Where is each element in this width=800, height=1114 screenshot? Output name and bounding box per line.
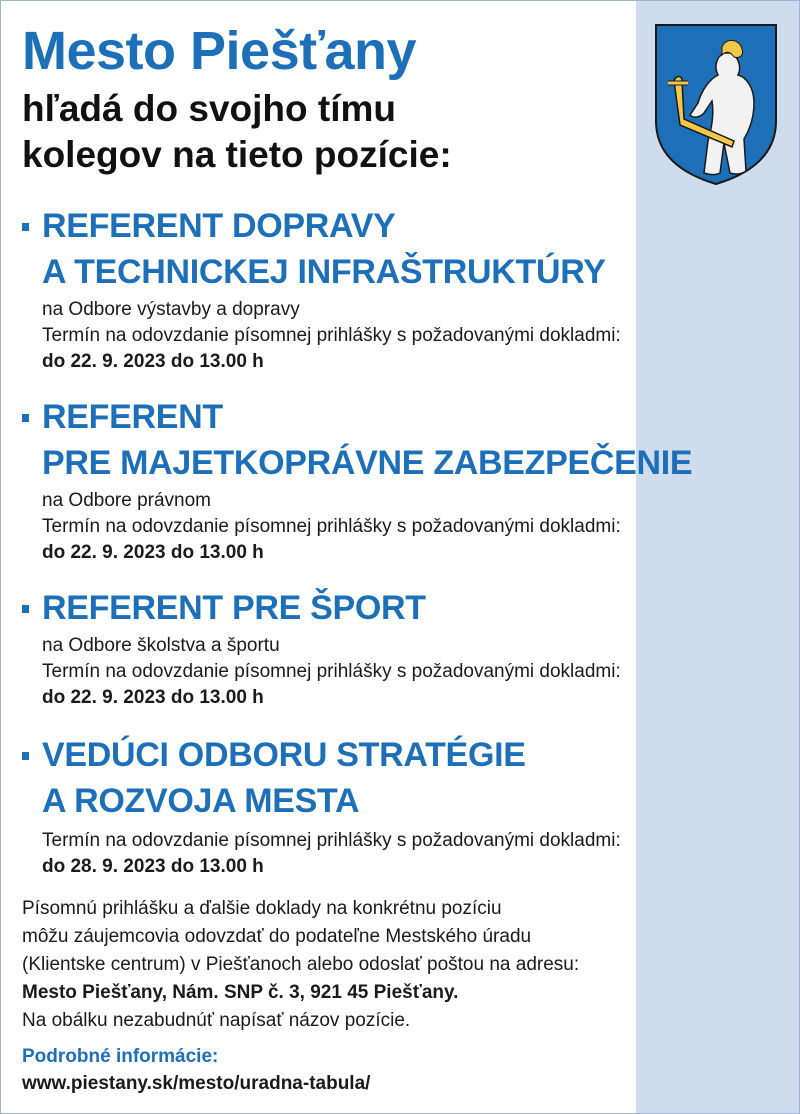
- position-block: [22, 732, 792, 880]
- position-block: [22, 394, 792, 566]
- bullet-marker: [22, 605, 29, 613]
- position-department: na Odbore právnom: [42, 490, 211, 511]
- bullet-marker: [22, 414, 29, 422]
- deadline-date: do 28. 9. 2023 do 13.00 h: [42, 856, 264, 877]
- page-subtitle: hľadá do svojho tímu kolegov na tieto pozície:: [22, 88, 452, 175]
- deadline-text: Termín na odovzdanie písomnej prihlášky s požadovanými dokladmi:: [42, 830, 621, 851]
- coat-of-arms-icon: [654, 23, 778, 186]
- deadline-text: Termín na odovzdanie písomnej prihlášky s požadovanými dokladmi:: [42, 516, 621, 537]
- info-url-link[interactable]: www.piestany.sk/mesto/uradna-tabula/: [22, 1073, 371, 1094]
- position-title: REFERENT PRE MAJETKOPRÁVNE ZABEZPEČENIE: [22, 394, 792, 486]
- more-info-label: Podrobné informácie:: [22, 1046, 219, 1067]
- position-block: [22, 585, 792, 711]
- deadline-text: Termín na odovzdanie písomnej prihlášky s požadovanými dokladmi:: [42, 325, 621, 346]
- position-title: REFERENT DOPRAVY A TECHNICKEJ INFRAŠTRUKTÚRY: [22, 203, 792, 295]
- deadline-date: do 22. 9. 2023 do 13.00 h: [42, 687, 264, 708]
- position-details: [22, 488, 792, 566]
- more-info: [22, 1043, 370, 1097]
- position-department: na Odbore výstavby a dopravy: [42, 299, 300, 320]
- position-details: [22, 828, 792, 880]
- position-block: [22, 203, 792, 375]
- position-details: [22, 633, 792, 711]
- bullet-marker: [22, 223, 29, 231]
- position-title: VEDÚCI ODBORU STRATÉGIE A ROZVOJA MESTA: [22, 732, 792, 824]
- position-department: na Odbore školstva a športu: [42, 635, 280, 656]
- application-instructions: Písomnú prihlášku a ďalšie doklady na konkrétnu pozíciu môžu záujemcovia odovzdať do podateľne Mestského úradu (Klientske centrum) v Piešťanoch alebo odoslať poštou na adresu: Mesto Piešťany, Nám. SNP č. 3, 921 45 Piešťany. Na obálku nezabudnúť napísať názov pozície.: [22, 895, 792, 1035]
- deadline-text: Termín na odovzdanie písomnej prihlášky s požadovanými dokladmi:: [42, 661, 621, 682]
- deadline-date: do 22. 9. 2023 do 13.00 h: [42, 351, 264, 372]
- deadline-date: do 22. 9. 2023 do 13.00 h: [42, 542, 264, 563]
- bullet-marker: [22, 752, 29, 760]
- position-title: REFERENT PRE ŠPORT: [22, 585, 792, 631]
- position-details: [22, 297, 792, 375]
- city-title: Mesto Piešťany: [22, 21, 417, 81]
- postal-address: Mesto Piešťany, Nám. SNP č. 3, 921 45 Piešťany.: [22, 982, 459, 1003]
